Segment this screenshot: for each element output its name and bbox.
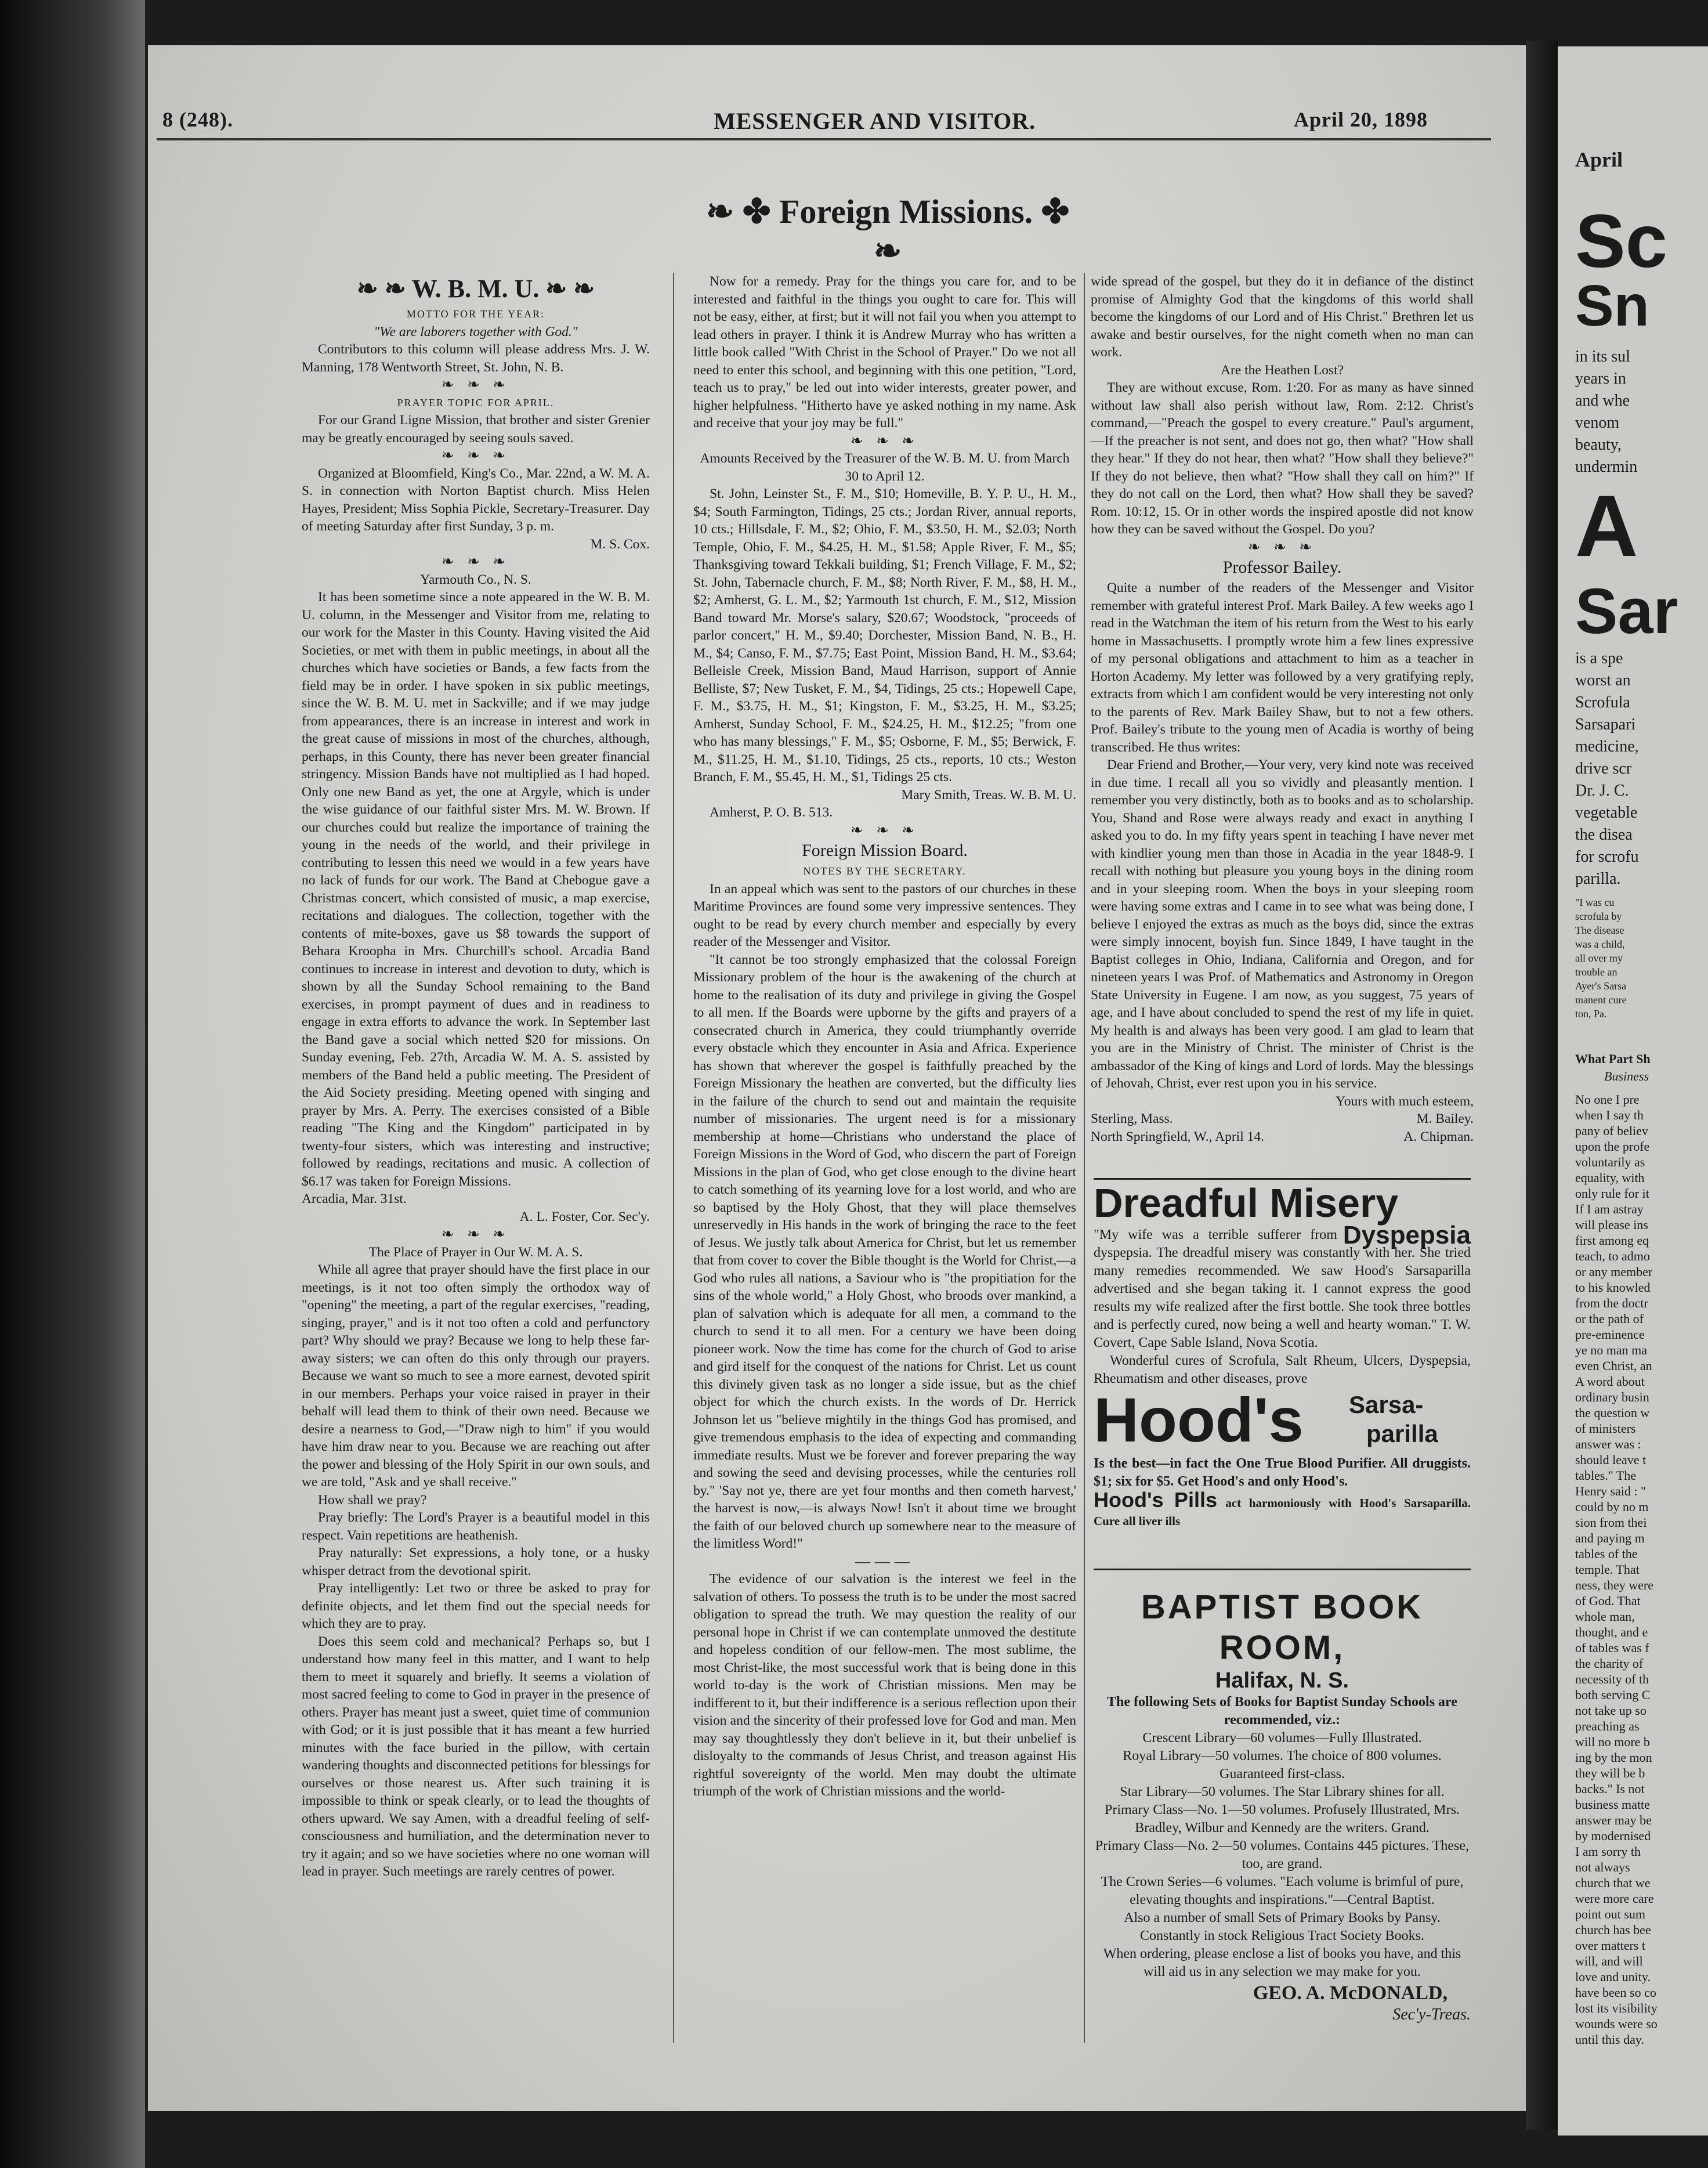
ad-best: Is the best—in fact the One True Blood Purifier. All druggists. $1; six for $5. Get Hood's and only Hood's.	[1094, 1456, 1471, 1489]
next-page-line: ing by the mon	[1575, 1750, 1652, 1765]
next-page-line: thought, and e	[1575, 1625, 1648, 1639]
letter-signoff-2: North Springfield, W., April 14. A. Chipman.	[1091, 1129, 1474, 1144]
next-page-line: A word about	[1575, 1374, 1645, 1389]
divider-ornament: ❧ ❧ ❧	[441, 376, 511, 393]
next-page-line: preaching as	[1575, 1719, 1640, 1733]
next-page-line: both serving C	[1575, 1688, 1651, 1702]
next-page-line: trouble an	[1575, 966, 1617, 978]
next-page-line: ton, Pa.	[1575, 1008, 1607, 1020]
next-page-header: April	[1575, 148, 1623, 171]
yarmouth-signature: A. L. Foster, Cor. Sec'y.	[519, 1209, 650, 1224]
next-page-subhead-2: Business	[1604, 1069, 1649, 1083]
next-page-line: ye no man ma	[1575, 1343, 1648, 1357]
next-page-line: church has bee	[1575, 1923, 1651, 1937]
next-page-line: ordinary busin	[1575, 1390, 1649, 1404]
remedy-paragraph: Now for a remedy. Pray for the things you care for, and to be interested and faithful in the things you ought to care for. This will not be easy, either, at first; but it will not fail you when you attempt to lead others in prayer. I think it is Andrew Murray who has written a little book called "With Christ in the School of Prayer." Do we not all need to enter this school, and beginning with this one petition, "Lord, teach us to pray," be led out into wider interests, greater power, and higher helpfulness. "Hitherto have ye asked nothing in my name. Ask and receive that your joy may be full."	[693, 274, 1076, 431]
book-also: Also a number of small Sets of Primary Books by Pansy. Constantly in stock Religious Tract Society Books.	[1124, 1910, 1441, 1943]
next-page-line: not take up so	[1575, 1703, 1647, 1718]
next-page-line: the charity of	[1575, 1656, 1644, 1671]
next-page-line: by modernised	[1575, 1829, 1651, 1843]
next-page-line: "I was cu	[1575, 897, 1615, 908]
next-page-subhead: What Part Sh	[1575, 1052, 1651, 1066]
next-page-line: was a child,	[1575, 938, 1625, 950]
next-page-line: manent cure	[1575, 994, 1627, 1006]
next-page-line: will no more b	[1575, 1735, 1650, 1749]
next-page-line: only rule for it	[1575, 1186, 1649, 1201]
amounts-signature: Mary Smith, Treas. W. B. M. U.	[901, 787, 1076, 803]
motto: "We are laborers together with God."	[374, 324, 578, 339]
next-page-line: of tables was f	[1575, 1641, 1649, 1655]
heathen-heading: Are the Heathen Lost?	[1220, 362, 1344, 378]
divider-ornament: ❧ ❧ ❧	[441, 553, 511, 570]
next-page-line: will please ins	[1575, 1217, 1648, 1232]
next-page-line: pany of believ	[1575, 1123, 1648, 1138]
next-page-line: equality, with	[1575, 1170, 1645, 1185]
next-page-line: could by no m	[1575, 1499, 1649, 1514]
wbmu-heading: ❧ ❧ W. B. M. U. ❧ ❧	[356, 274, 595, 303]
adjacent-page	[1558, 46, 1708, 2136]
ad-pills-row: Hood's Pills act harmoniously with Hood's Sarsaparilla. Cure all liver ills	[1094, 1488, 1471, 1528]
next-page-line: they will be b	[1575, 1766, 1645, 1780]
next-page-line: answer was :	[1575, 1437, 1641, 1451]
next-page-line: teach, to admo	[1575, 1249, 1650, 1263]
book-room-intro: The following Sets of Books for Baptist Sunday Schools are recommended, viz.:	[1107, 1694, 1457, 1728]
ad-brand: Hood's	[1094, 1385, 1304, 1455]
divider-ornament: ❧ ❧ ❧	[850, 821, 920, 839]
next-page-line: when I say th	[1575, 1108, 1644, 1122]
next-page-line: beauty,	[1575, 436, 1622, 454]
next-page-line: sion from thei	[1575, 1515, 1647, 1530]
next-page-line: I am sorry th	[1575, 1844, 1641, 1859]
book-star: Star Library—50 volumes. The Star Library shines for all.	[1120, 1784, 1445, 1800]
board-subheading: NOTES BY THE SECRETARY.	[803, 865, 967, 877]
next-page-line: of ministers	[1575, 1421, 1636, 1436]
prayer-topic-label: PRAYER TOPIC FOR APRIL.	[397, 396, 555, 409]
book-room-advertisement	[1094, 1587, 1471, 2051]
ad-cures: Wonderful cures of Scrofula, Salt Rheum, Ulcers, Dyspepsia, Rheumatism and other diseases, prove	[1094, 1353, 1471, 1386]
next-page-line: necessity of th	[1575, 1672, 1649, 1686]
next-page-line: wounds were so	[1575, 2017, 1658, 2031]
next-page-line: is a spe	[1575, 649, 1623, 667]
next-page-line: temple. That	[1575, 1562, 1640, 1577]
ad-body: Dyspepsia "My wife was a terrible sufferer from dyspepsia. The dreadful misery was constantly with her. She tried many remedies recommended. We saw Hood's Sarsaparilla advertised and she began taking it. I cannot express the good results my wife realized after the first bottle. She took three bottles and is perfectly cured, now being a well and hearty woman." T. W. Covert, Cape Sable Island, Nova Scotia.	[1094, 1221, 1471, 1350]
board-paragraph-1: In an appeal which was sent to the pastors of our churches in these Maritime Provinces are found some very impressive sentences. They ought to be read by every church member and especially by every reader of the Messenger and Visitor.	[693, 881, 1076, 949]
column-3	[1091, 273, 1474, 1146]
next-page-line: first among eq	[1575, 1233, 1649, 1248]
hoods-advertisement	[1094, 1178, 1471, 1570]
next-page-line: No one I pre	[1575, 1092, 1640, 1107]
yarmouth-place: Arcadia, Mar. 31st.	[302, 1191, 407, 1206]
next-page-line: all over my	[1575, 952, 1623, 964]
next-page-line: were more care	[1575, 1891, 1654, 1906]
header-rule	[157, 138, 1491, 140]
next-page-line: years in	[1575, 370, 1626, 388]
pray-briefly: Pray briefly: The Lord's Prayer is a beautiful model in this respect. Vain repetitions are heathenish.	[302, 1510, 650, 1543]
next-page-line: upon the profe	[1575, 1139, 1650, 1154]
next-page-line: medicine,	[1575, 738, 1639, 756]
bailey-paragraph: Quite a number of the readers of the Messenger and Visitor remember with grateful interest Prof. Mark Bailey. A few weeks ago I read in the Watchman the item of his return from the West to his early home in Massachusetts. I promptly wrote him a few lines expressive of my personal obligations and attachment to him as a teacher in Horton Academy. My letter was followed by a very gratifying reply, extracts from which I am confident would be very interesting not only to the parents of Rev. Mark Bailey Shaw, but to not a few others. Prof. Bailey's tribute to the young men of Acadia is worthy of being transcribed. He thus writes:	[1091, 580, 1474, 755]
book-ordering: When ordering, please enclose a list of books you have, and this will aid us in any selection we may make for you.	[1103, 1946, 1461, 1979]
next-page-line: voluntarily as	[1575, 1155, 1645, 1169]
ornament-icon: ❧ ❧	[356, 274, 412, 303]
book-crescent: Crescent Library—60 volumes—Fully Illustrated.	[1142, 1730, 1422, 1746]
column-1	[302, 273, 650, 1881]
next-page-line: the disea	[1575, 826, 1633, 844]
letter-signoff-1: Sterling, Mass. M. Bailey.	[1091, 1111, 1474, 1126]
masthead-title: MESSENGER AND VISITOR.	[714, 108, 1036, 134]
divider-rule: ———	[855, 1552, 914, 1570]
ad-pills: Hood's Pills	[1094, 1488, 1217, 1512]
next-page-line: worst an	[1575, 671, 1631, 689]
organized-notice: Organized at Bloomfield, King's Co., Mar. 22nd, a W. M. A. S. in connection with Norton Baptist church. Miss Helen Hayes, President; Miss Sophia Pickle, Secretary-Treasurer. Day of meeting Saturday after first Sunday, 3 p. m.	[302, 465, 650, 534]
amounts-place: Amherst, P. O. B. 513.	[710, 805, 833, 820]
next-page-line: tables of the	[1575, 1546, 1638, 1561]
next-page-line: and paying m	[1575, 1531, 1645, 1545]
next-page-line: point out sum	[1575, 1907, 1646, 1921]
book-royal: Royal Library—50 volumes. The choice of 800 volumes. Guaranteed first-class.	[1123, 1748, 1442, 1782]
yarmouth-heading: Yarmouth Co., N. S.	[420, 572, 531, 587]
next-page-line: love and unity.	[1575, 1970, 1651, 1984]
next-page-line: to his knowled	[1575, 1280, 1651, 1295]
section-title: ❧ ✤ Foreign Missions. ✤ ❧	[705, 193, 1070, 270]
prayer-place-heading: The Place of Prayer in Our W. M. A. S.	[368, 1244, 583, 1260]
organized-signature: M. S. Cox.	[590, 536, 650, 552]
next-page-headline-1: Sc	[1575, 198, 1668, 283]
how-pray: How shall we pray?	[318, 1492, 427, 1508]
next-page-headline-2: Sn	[1575, 273, 1649, 338]
divider-ornament: ❧ ❧ ❧	[1247, 538, 1317, 555]
amounts-list: St. John, Leinster St., F. M., $10; Homeville, B. Y. P. U., H. M., $4; South Farmington, Tidings, 25 cts.; Jordan River, annual reports, 10 cts.; Hillsdale, F. M., $2; Ohio, F. M., $3.50, H. M., $2.03; North Temple, Ohio, F. M., $4.25, H. M., $1.58; Apple River, F. M., $5; Thanksgiving toward Tekkali building, $1; French Village, F. M., $2; St. John, Tabernacle church, F. M., $8; North River, F. M., $8, H. M., $2; Amherst, G. L. M., $2; Yarmouth 1st church, F. M., $12, Mission Band toward Mr. Morse's salary, $20.67; Woodstock, "proceeds of parlor concert," H. M., $9.40; Dorchester, Mission Band, N. B., H. M., $4; Canso, F. M., $7.75; East Point, Mission Band, H. M., $3.64; Belleisle Creek, Mission Band, Maud Harrison, support of Annie Belliste, $7; New Tusket, F. M., $4, Tidings, 25 cts.; Hopewell Cape, F. M., $3.75, H. M., $1; Kingston, F. M., $3.25, H. M., $3.25; Amherst, Sunday School, F. M., $24.25, H. M., $12.25; "from one who has many blessings," F. M., $5; Osborne, F. M., $5; Berwick, F. M., $11.25, H. M., $1.10, Tidings, 25 cts., reports, 10 cts.; Weston Branch, F. M., $5.45, H. M., $1, Tidings 25 cts.	[693, 486, 1076, 785]
wide-spread-paragraph: wide spread of the gospel, but they do it in defiance of the distinct promise of Almighty God that the kingdoms of this world shall become the kingdoms of our Lord and of His Christ." Brethren let us awake and bestir ourselves, for the night cometh when no man can work.	[1091, 274, 1474, 360]
next-page-line: from the doctr	[1575, 1296, 1648, 1310]
next-page-line: or the path of	[1575, 1311, 1644, 1326]
next-page-line: ness, they were	[1575, 1578, 1654, 1592]
next-page-line: Sarsapari	[1575, 716, 1636, 733]
ornament-icon: ❧ ✤	[705, 193, 779, 230]
book-primary-1: Primary Class—No. 1—50 volumes. Profusely Illustrated, Mrs. Bradley, Wilbur and Kennedy are the writers. Grand.	[1105, 1802, 1460, 1835]
next-page-headline-4: Sar	[1575, 576, 1678, 647]
next-page-line: should leave t	[1575, 1452, 1647, 1467]
next-page-line: The disease	[1575, 924, 1624, 936]
column-rule	[1084, 273, 1085, 2043]
divider-ornament: ❧ ❧ ❧	[850, 432, 920, 449]
next-page-line: of God. That	[1575, 1594, 1641, 1608]
bailey-heading: Professor Bailey.	[1222, 558, 1342, 577]
next-page-line: backs." Is not	[1575, 1782, 1645, 1796]
next-page-line: or any member	[1575, 1264, 1653, 1279]
next-page-line: and whe	[1575, 392, 1630, 410]
next-page-line: business matte	[1575, 1797, 1650, 1812]
ad-dyspepsia: Dyspepsia	[1342, 1221, 1471, 1249]
ornament-icon: ✤ ❧	[873, 193, 1070, 270]
ad-headline: Dreadful Misery	[1094, 1180, 1399, 1226]
next-page-line: pre-eminence	[1575, 1327, 1645, 1342]
next-page-line: parilla.	[1575, 870, 1621, 888]
next-page-line: undermin	[1575, 458, 1638, 476]
next-page-line: If I am astray	[1575, 1202, 1644, 1216]
next-page-headline-3: A	[1575, 477, 1638, 574]
next-page-line: will, and will	[1575, 1954, 1643, 1968]
ornament-icon: ❧ ❧	[539, 274, 595, 303]
next-page-line: Scrofula	[1575, 693, 1630, 711]
next-page-line: Henry said : "	[1575, 1484, 1647, 1498]
divider-ornament: ❧ ❧ ❧	[441, 447, 511, 464]
prayer-place-article: While all agree that prayer should have the first place in our meetings, is it not too often simply the orthodox way of "opening" the meeting, a part of the regular exercises, "reading, singing, prayer," and is it not too often a cold and perfunctory part? Why should we pray? Because we long to help these far-away sisters; we can often do this only through our prayers. Because we want so much to see a more earnest, devoted spirit in our members. Perhaps your voice raised in prayer in their behalf will lead them to think of their own need. Because we desire a nearness to God,—"Draw nigh to him" if you would have him draw near to you. Because we are reaching out after the power and blessing of the Holy Spirit in our own souls, and we are told, "Ask and ye shall receive."	[302, 1262, 650, 1490]
motto-label: MOTTO FOR THE YEAR:	[406, 308, 545, 320]
next-page-line: scrofula by	[1575, 910, 1622, 922]
next-page-line: vegetable	[1575, 804, 1638, 822]
board-heading: Foreign Mission Board.	[802, 841, 968, 860]
next-page-line: the question w	[1575, 1405, 1650, 1420]
column-rule	[673, 273, 674, 2043]
page-gutter	[1526, 41, 1558, 2130]
next-page-line: until this day.	[1575, 2032, 1644, 2047]
next-page-line: lost its visibility	[1575, 2001, 1658, 2015]
yarmouth-article: It has been sometime since a note appeared in the W. B. M. U. column, in the Messenger and Visitor from me, relating to our work for the Master in this County. Having visited the Aid Societies, or met with them in public meetings, in about all the churches which have societies or Bands, a few facts from the field may be in order. I have spoken in six public meetings, since the W. B. M. U. met in Sackville; and if we may judge from appearances, there is an increase in interest and work in the great cause of missions in most of the churches, although, perhaps, in this County, there has never been greater financial stringency. Mission Bands have not multiplied as I had hoped. Only one new Band as yet, the one at Argyle, which is under the wise guidance of our faithful sister Mrs. M. W. Brown. If our churches could but realize the importance of training the young in the needs of the world, and their privilege in contributing to lessen this need we would in a few years have no lack of funds for our work. The Band at Chebogue gave a Christmas concert, which consisted of music, a map exercise, recitations and dialogues. The collection, together with the contents of mite-boxes, gave us $8 towards the support of Behara Kroopha in Mrs. Churchill's school. Arcadia Band continues to increase in interest and devotion to duty, which is shown by all the Sunday School remaining to the Band exercises, in prompt payment of dues and in readiness to engage in extra efforts to advance the work. In September last the Band gave a social which netted $20 for missions. On Sunday evening, Feb. 27th, Arcadia W. M. A. S. assisted by members of the Band held a public meeting. The President of the Aid Society presiding. Meeting opened with singing and prayer by Mrs. A. Perry. The exercises consisted of a Bible reading "The King and the Kingdom" participated in by twenty-four sisters, which was interesting and instructive; followed by readings, recitations and music. A collection of $6.17 was taken for Foreign Missions.	[302, 590, 650, 1189]
ad-brand-row	[1094, 1385, 1471, 1455]
next-page-line: not always	[1575, 1860, 1630, 1874]
next-page-line: Ayer's Sarsa	[1575, 980, 1627, 992]
column-2	[693, 273, 1076, 1801]
next-page-line: answer may be	[1575, 1813, 1652, 1827]
page-number: 8 (248).	[162, 108, 233, 131]
board-paragraph-2: "It cannot be too strongly emphasized that the colossal Foreign Missionary problem of the hour is the awakening of the church at home to the realisation of its duty and privilege in giving the Gospel to all men. If the Boards were upborne by the gifts and prayers of a consecrated church in America, they could triumphantly override every obstacle which they encounter in Asia and Africa. Experience has shown that wherever the gospel is faithfully preached by the Foreign Missionary the heathen are converted, but the difficulty lies in the failure of the church to send out and maintain the requisite number of missionaries. The urgent need is for a missionary membership at home—Christians who understand the place of Foreign Missions in the Word of God, who discern the part of Foreign Missions in the plan of God, who get close enough to the divine heart to catch something of its yearning love for a lost world, and who are so baptised by the Holy Ghost, that they will place themselves unreservedly in His hands in the work of bringing the race to the feet of Jesus. We justly talk about America for Christ, but let us remember that from cover to cover the Bible thought is the World for Christ,—a God who rules all nations, a Saviour who is "the propitiation for the sins of the whole world," a Holy Ghost, who broods over mankind, a plan of salvation which is adequate for all men, a command to the church to send it to all men. For a century we have been doing pioneer work. Now the time has come for the church of God to arise and gird itself for the conquest of the nations for Christ. Let us count this divinely given task as no longer a side issue, but as the chief object for which the church exists. In the words of Dr. Herrick Johnson let us "believe mightily in the things God has promised, and give tremendous emphasis to the idea of expecting and commanding immediate results. Must we be forever and forever preparing the way and sowing the seed and devising processes, while the centuries roll by." 'Say not ye, there are yet four months and then cometh harvest,' the harvest is now,—is always Now! Isn't it about time we brought the faith of our beloved church up somewhere near to the measure of the limitless Word!"	[693, 952, 1076, 1551]
next-page-line: church that we	[1575, 1876, 1651, 1890]
issue-date: April 20, 1898	[1294, 108, 1428, 131]
letter-close: Yours with much esteem,	[1336, 1093, 1474, 1109]
evidence-paragraph: The evidence of our salvation is the interest we feel in the salvation of others. To possess the truth is to be under the most sacred obligation to spread the truth. We may question the reality of our personal hope in Christ if we can contemplate unmoved the destitute and hopeless condition of our fellow-men. The most sublime, the most Christ-like, the most successful work that is being done in this world to-day is the work of Christian missions. Men may be indifferent to it, but their indifference is a serious reflection upon their vision and the sincerity of their professed love for God and man. Men may say thoughtlessly they don't believe in it, but their unbelief is disloyalty to the commands of Jesus Christ, and treason against His rightful sovereignty of the world. Men may doubt the ultimate triumph of the work of Christian missions and the world-	[693, 1571, 1076, 1799]
next-page-line: tables." The	[1575, 1468, 1637, 1483]
bailey-letter: Dear Friend and Brother,—Your very, very kind note was received in due time. I recall all you so vividly and pleasantly mention. I remember you very distinctly, both as to books and as to scholarship. You, Shand and Rose were always ready and exact in anything I asked you to do. In my fifty years spent in teaching I have never met with kindlier young men than those in Acadia in the year 1848-9. I recall with nothing but pleasure you young boys in the dining room and in your sleeping room. When the boys in your sleeping room were having some extras and I came in to see what was being done, I believe I enjoyed the extras as much as the boys did, since the extras were simply innocent, boyish fun. Since 1849, I have taught in the Baptist colleges in Ohio, Indiana, California and Oregon, and for nineteen years I was Prof. of Mathematics and Astronomy in Oregon State University in Eugene. I am now, as you suggest, 75 years of age, and I have about concluded to spend the rest of my life in quiet. My health is and always has been very good. I am glad to learn that you are in the Ministry of Christ. The minister of Christ is the ambassador of the King of kings and Lord of lords. May the blessings of Jehovah, Christ, ever rest upon you in his service.	[1091, 757, 1474, 1091]
prayer-topic: For our Grand Ligne Mission, that brother and sister Grenier may be greatly encouraged by seeing souls saved.	[302, 413, 650, 446]
book-primary-2: Primary Class—No. 2—50 volumes. Contains 445 pictures. These, too, are grand.	[1095, 1838, 1470, 1871]
ad-sars-1: Sarsa-	[1349, 1391, 1424, 1418]
heathen-paragraph: They are without excuse, Rom. 1:20. For as many as have sinned without law shall also perish without law, Rom. 2:12. Christ's command,—"Preach the gospel to every creature." Paul's argument,—If the preacher is not sent, and does not go, then what? "How shall they hear." If they do not hear, then what? "How shall they believe?" If they do not believe, then what? "How shall they call on him?" If they do not call on the Lord, then what? How shall they be saved? Rom. 10:12, 15. Or in other words the inspired apostle did not know how they can be saved without the Gospel. Do you?	[1091, 380, 1474, 537]
book-room-title: BAPTIST BOOK ROOM,	[1141, 1588, 1424, 1667]
pray-intelligently: Pray intelligently: Let two or three be asked to pray for definite objects, and let them find out the special needs for which they are to pray.	[302, 1581, 650, 1631]
scan-shadow	[0, 0, 145, 2168]
next-page-line: even Christ, an	[1575, 1358, 1652, 1373]
next-page-line: whole man,	[1575, 1609, 1635, 1624]
next-page-line: in its sul	[1575, 348, 1630, 366]
next-page-line: have been so co	[1575, 1985, 1656, 2000]
ad-sars-2: parilla	[1366, 1420, 1438, 1447]
contributors-note: Contributors to this column will please address Mrs. J. W. Manning, 178 Wentworth Street, St. John, N. B.	[302, 342, 650, 375]
next-page-line: venom	[1575, 414, 1620, 432]
next-page-line: drive scr	[1575, 760, 1632, 778]
pray-naturally: Pray naturally: Set expressions, a holy tone, or a husky whisper detract from the devotional spirit.	[302, 1545, 650, 1578]
book-signature-title: Sec'y-Treas.	[1392, 2006, 1471, 2024]
book-signature: GEO. A. McDONALD,	[1253, 1982, 1448, 2004]
book-crown: The Crown Series—6 volumes. "Each volume is brimful of pure, elevating thoughts and inspirations."—Central Baptist.	[1101, 1874, 1464, 1907]
prayer-closing: Does this seem cold and mechanical? Perhaps so, but I understand how many feel in this matter, and I want to help them to meet it squarely and briefly. It seems a violation of most sacred feeling to come to God in prayer in the presence of others. Prayer has meant just a sweet, quiet time of communion with God; or it is just possible that it has meant a few hurried minutes with the face buried in the pillow, with certain wandering thoughts and disconnected petitions for blessings for ourselves or those nearest us. After such training it is impossible to think or speak clearly, or to lead the thoughts of others upward. We say Amen, with a dreadful feeling of self-consciousness and humiliation, and the determination never to try it again; and so we have societies where no one woman will lead in prayer. Such meetings are rarely centres of power.	[302, 1634, 650, 1879]
next-page-line: over matters t	[1575, 1938, 1645, 1953]
next-page-line: Dr. J. C.	[1575, 782, 1629, 800]
book-room-city: Halifax, N. S.	[1215, 1668, 1349, 1693]
amounts-heading: Amounts Received by the Treasurer of the W. B. M. U. from March 30 to April 12.	[700, 451, 1070, 484]
next-page-line: for scrofu	[1575, 848, 1639, 866]
divider-ornament: ❧ ❧ ❧	[441, 1226, 511, 1242]
